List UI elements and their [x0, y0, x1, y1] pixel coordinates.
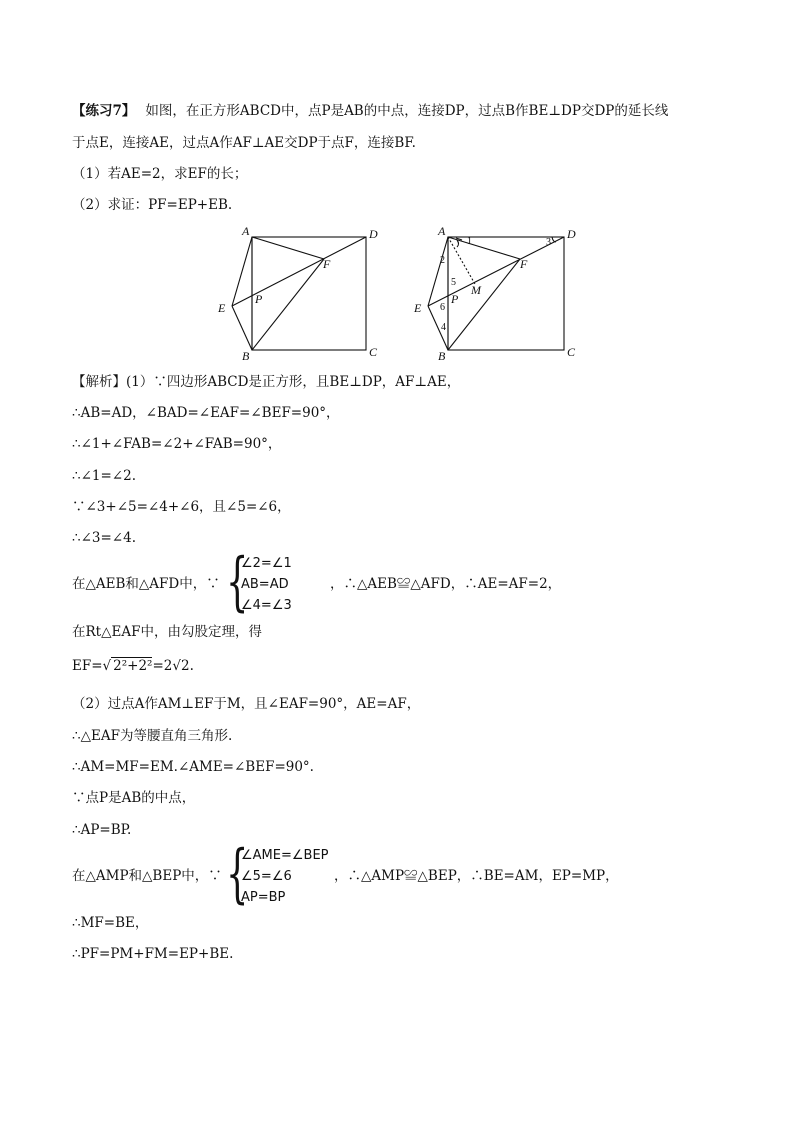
angle-label-4: 4 — [441, 322, 446, 333]
sqrt-expression: √ 2²+2² — [102, 658, 153, 674]
solution-line-11: ∴△EAF为等腰直角三角形. — [72, 728, 233, 744]
ef-prefix: EF= — [72, 658, 103, 674]
solution-line-5: ∵∠3+∠5=∠4+∠6，且∠5=∠6， — [72, 499, 291, 515]
segment-bf-2 — [448, 259, 520, 350]
angle-label-1: 1 — [467, 236, 472, 247]
solution-line-17: ∴PF=PM+FM=EP+BE. — [72, 946, 234, 962]
segment-bf — [252, 259, 324, 350]
solution-line-16: ∴MF=BE， — [72, 915, 149, 931]
angle-label-5: 5 — [451, 277, 456, 288]
angle-arc-1 — [457, 240, 459, 247]
solution-line-3: ∴∠1+∠FAB=∠2+∠FAB=90°， — [72, 436, 282, 452]
label-m: M — [471, 283, 481, 297]
solution-line-6: ∴∠3=∠4. — [72, 530, 136, 546]
solution-line-10: （2）过点A作AM⊥EF于M，且∠EAF=90°，AE=AF， — [72, 696, 421, 712]
figure-right — [410, 222, 590, 364]
label-b-2: B — [438, 349, 446, 363]
label-b: B — [242, 349, 250, 363]
exercise-tag: 【练习7】 — [72, 103, 136, 119]
label-c: C — [369, 345, 378, 359]
solution-line-2: ∴AB=AD，∠BAD=∠EAF=∠BEF=90°， — [72, 405, 340, 421]
label-e-2: E — [414, 301, 422, 315]
brace-1: { — [226, 545, 249, 619]
ef-result: =2√2. — [152, 658, 194, 674]
segment-af — [252, 237, 324, 259]
label-c-2: C — [567, 345, 576, 359]
label-d-2: D — [567, 227, 576, 241]
sys1-row-1: ∠2=∠1 — [241, 556, 292, 571]
solution-line-15 — [72, 866, 222, 886]
sys2-row-1: ∠AME=∠BEP — [241, 848, 329, 863]
solution-line-9 — [72, 656, 194, 676]
label-f: F — [323, 257, 331, 271]
sys2-prefix: 在△AMP和△BEP中，∵ — [72, 868, 222, 884]
sys1-row-2: AB=AD — [241, 577, 289, 592]
sys2-row-2: ∠5=∠6 — [241, 869, 292, 884]
sys1-prefix: 在△AEB和△AFD中，∵ — [72, 576, 220, 592]
label-p: P — [255, 292, 263, 306]
problem-line-1 — [72, 101, 668, 121]
angle-label-3: 3 — [546, 237, 551, 248]
sys1-suffix: ，∴△AEB≌△AFD，∴AE=AF=2， — [330, 576, 562, 592]
label-e: E — [218, 301, 226, 315]
solution-line-14: ∴AP=BP. — [72, 822, 132, 838]
angle-label-2: 2 — [440, 255, 445, 266]
problem-line-2: 于点E，连接AE，过点A作AF⊥AE交DP于点F，连接BF. — [72, 135, 416, 151]
system-1 — [241, 553, 292, 616]
radicand: 2²+2² — [113, 658, 153, 674]
solution-line-13: ∵点P是AB的中点， — [72, 790, 196, 806]
sys2-suffix: ，∴△AMP≌△BEP，∴BE=AM，EP=MP， — [334, 868, 619, 884]
label-p-2: P — [451, 292, 459, 306]
solution-line-12: ∴AM=MF=EM.∠AME=∠BEF=90°. — [72, 759, 314, 775]
figure-left — [212, 222, 392, 364]
square-abcd-2 — [448, 237, 564, 350]
angle-label-6: 6 — [440, 302, 445, 313]
sys2-row-3: AP=BP — [241, 890, 286, 905]
sys1-row-3: ∠4=∠3 — [241, 598, 292, 613]
problem-text-1: 如图，在正方形ABCD中，点P是AB的中点，连接DP，过点B作BE⊥DP交DP的延长线 — [145, 103, 669, 119]
segment-ae — [232, 237, 252, 306]
label-f-2: F — [520, 257, 528, 271]
solution-line-1: 【解析】(1）∵四边形ABCD是正方形，且BE⊥DP，AF⊥AE， — [72, 374, 461, 390]
solution-line-4: ∴∠1=∠2. — [72, 468, 136, 484]
brace-2: { — [226, 837, 249, 911]
solution-line-7 — [72, 574, 220, 594]
segment-ae-2 — [428, 237, 448, 306]
system-2 — [241, 845, 329, 908]
question-2: （2）求证：PF=EP+EB. — [72, 197, 233, 213]
label-d: D — [369, 227, 378, 241]
label-a-2: A — [438, 224, 446, 238]
question-1: （1）若AE=2，求EF的长； — [72, 166, 248, 182]
segment-eb — [232, 306, 252, 350]
solution-line-8: 在Rt△EAF中，由勾股定理，得 — [72, 624, 262, 640]
label-a: A — [242, 224, 250, 238]
